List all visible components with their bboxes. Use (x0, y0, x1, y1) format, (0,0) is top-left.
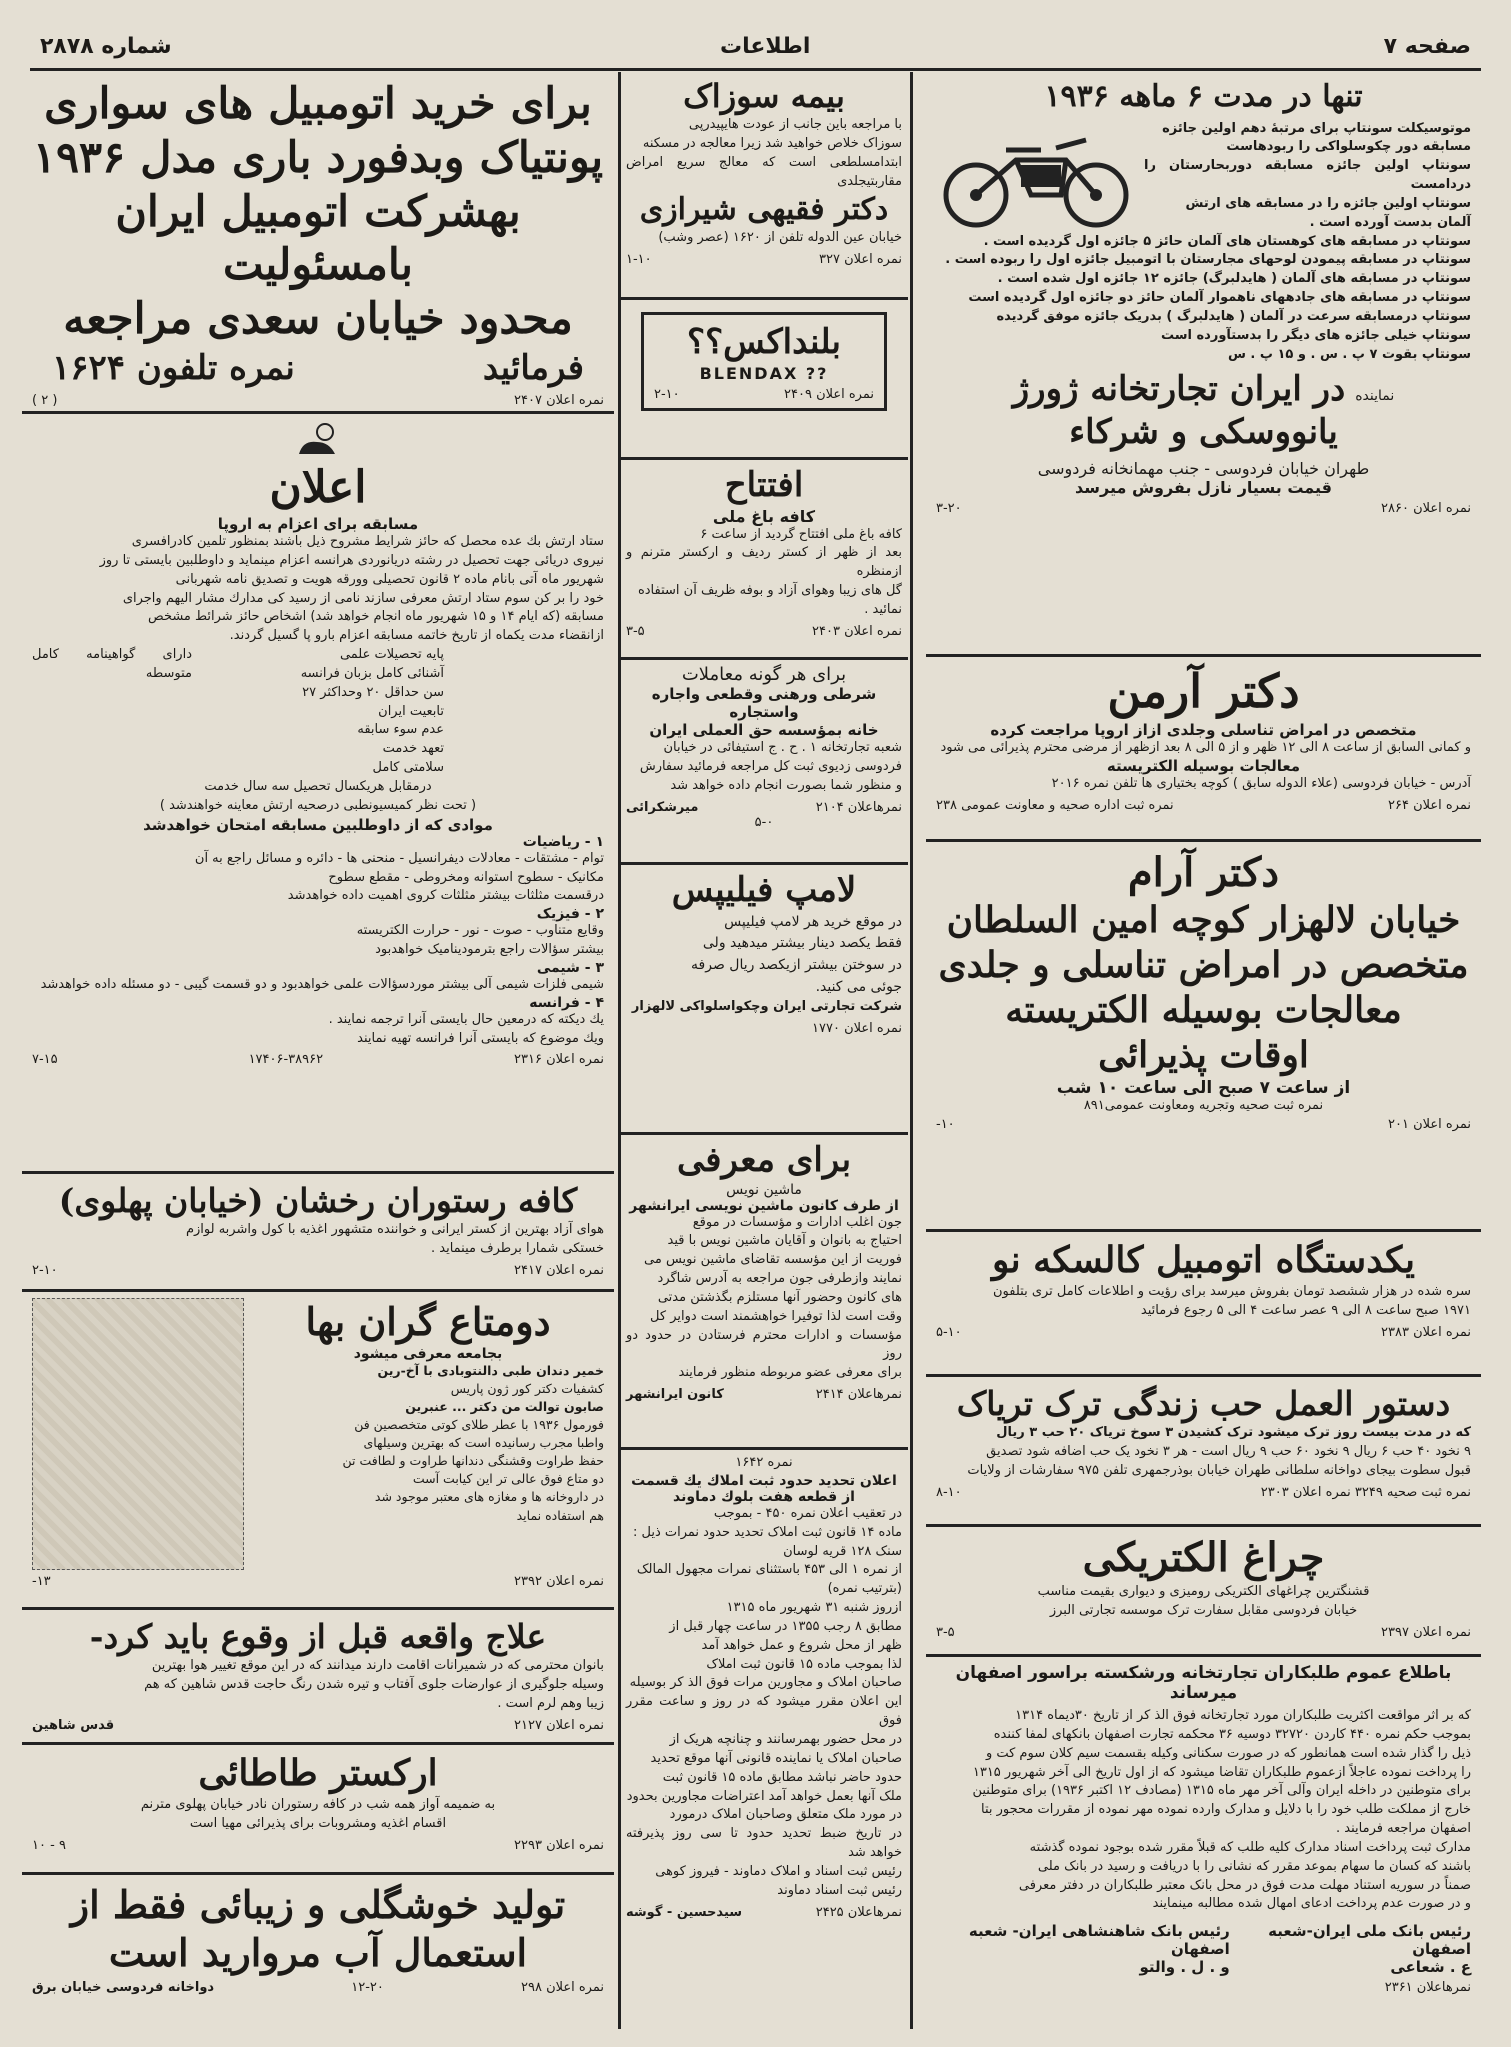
text-line: وقت است لذا توفیرا خواهشمند است دوایر کل (650, 1308, 902, 1324)
text-line: در موقع خرید هر لامپ فیلیپس (724, 913, 902, 930)
dr-armen-ad (926, 657, 1481, 842)
text-line: بجامعه معرفی میشود (353, 1345, 503, 1362)
text-line: در سوختن بیشتر ازیکصد ریال صرفه (691, 956, 902, 973)
text-line: که بر اثر مواقعت اکثریت طلبکاران مورد تجارتخانه فوق الذ کر از تاریخ ۳۰دیماه ۱۳۱۴ (1015, 1708, 1471, 1723)
text-line: ۹ نخود ۴۰ حب ۶ ریال ۹ نخود ۶۰ حب ۹ ریال است - هر ۳ نخود یک حب اضافه شود تصدیق (986, 1444, 1471, 1460)
text-line: معالجات بوسیله الکتریسته (1106, 757, 1301, 776)
text-line: خیابان فردوسی مقابل سفارت ترک موسسه تجارتی البرز (1049, 1602, 1358, 1618)
text-line: ۳ - شیمی (536, 959, 604, 976)
text-line: سره شده در هزار ششصد تومان بفروش میرسد برای رؤیت و اطلاعات کامل تری بتلفون (993, 1284, 1471, 1299)
text-line: سونتاپ خیلی جائزه های دیگر را بدستآورده است (1160, 327, 1471, 343)
text-line: مطابق ۸ رجب ۱۳۵۵ در ساعت چهار قبل از (669, 1618, 902, 1634)
text-line: نمره اعلان ۲۴۰۷ (514, 393, 604, 409)
text-line: اقسام اغذیه ومشروبات برای پذیرائی مهیا است (189, 1815, 447, 1831)
text-line: علاج واقعه قبل از وقوع باید کرد- (89, 1617, 547, 1656)
text-line: شیمی فلزات شیمی آلی بیشتر موردسؤالات علمی خواهدبود و دو قسمت گیبی - دو مسئله داده خواهدشد (40, 976, 604, 992)
text-line: محدود خیابان سعدی مراجعه (63, 294, 573, 344)
text-line: و . ل . والتو (1139, 1958, 1230, 1977)
ad-list (936, 233, 1471, 365)
text-line: برای معرفی عضو مربوطه منظور فرمایند (678, 1365, 902, 1381)
text-line: لامپ فیلیپس (671, 870, 857, 910)
text-line: ازانقضاء مدت یکماه از تاریخ خاتمه مسابقه اعزام بارو پا گسیل گردند. (229, 628, 604, 644)
text-line: نمره اعلان ۲۳۹۲ (514, 1574, 604, 1589)
right-column (926, 72, 1481, 2029)
text-line: به ضمیمه آواز همه شب در کافه رستوران نادر خیابان پهلوی مترنم (140, 1797, 496, 1812)
text-line: زیبا وهم لرم است . (497, 1695, 604, 1711)
text-line: توام - مشتقات - معادلات دیفرانسیل - منحنی ها - دائره و مسائل راجع به آن (194, 850, 604, 866)
text-line: ذیل را گذار شده است همانطور که در صورت سکنانی وکیله بقسمت سیم کلان سوم کت و (985, 1745, 1471, 1761)
text-line: دکتر آرام (1127, 849, 1280, 896)
text-line: نمره اعلان ۲۳۸۳ (1381, 1324, 1471, 1340)
page-header (30, 30, 1481, 71)
text-line: ۱-۱۰ (626, 251, 652, 267)
text-line: وقایع متناوب - صوت - نور - حرارت الکتریسته (356, 923, 604, 939)
text-line: آلمان بدست آورده است . (1309, 214, 1471, 230)
text-line: مؤسسات و ادارات محترم فرستادن در حدود دو روز (626, 1327, 902, 1362)
text-line: ۴ - فرانسه (529, 994, 604, 1011)
text-line: ۹ - ۱۰ (32, 1837, 66, 1853)
text-line: خانه بمؤسسه حق العملی ایران (649, 721, 879, 739)
text-line: با مراجعه باین جانب از عودت هایپیدرپی (688, 117, 902, 132)
text-line: درمقابل هریکسال تحصیل سه سال خدمت (204, 778, 432, 794)
text-line: آدرس - خیابان فردوسی (علاء الدوله سابق ) کوچه بختیاری ها تلفن نمره ۲۰۱۶ (1051, 776, 1471, 792)
newspaper-name: اطلاعات (720, 34, 811, 59)
registration-notice (620, 1450, 908, 2010)
text-line: ۲-۱۰ (654, 386, 680, 402)
text-line: کشفیات دکتر کور ژون پاریس (450, 1380, 604, 1396)
text-line: تابعیت ایران (378, 703, 444, 719)
text-line: قدس شاهین (32, 1717, 115, 1733)
army-notice (22, 414, 614, 1174)
text-line: و منظور شما بصورت انجام داده خواهد شد (670, 777, 902, 793)
text-line: نمره اعلان ۲۴۰۹ (784, 386, 874, 402)
text-line: بعد از ظهر از کستر ردیف و ارکستر مترنم و ازمنظره (626, 545, 902, 580)
text-line: فردوسی زدیوی ثبت کل مراجعه فرمائید سفارش (639, 758, 902, 774)
opium-pill-ad (926, 1377, 1481, 1527)
text-line: از نمره ۱ الی ۴۵۳ باستثنای نمرات مجهول المالک (636, 1562, 902, 1578)
text-line: تولید خوشگلی و زیبائی فقط از (70, 1882, 566, 1927)
text-line: نمرهاعلان ۲۱۰۴ (815, 799, 902, 815)
text-line: شهریور ماه آتی بانام ماده ۲ قانون تحصیلی وورقه هویت و تصدیق نامه شهربانی (175, 571, 604, 587)
text-line: نماینده (1355, 388, 1395, 405)
ad-text (1144, 120, 1471, 233)
text-line: سونتاپ در مسابقه های جادههای ناهموار آلمان حائز دو جائزه اول گردیده است (968, 290, 1471, 306)
text-line: نمره اعلان ۲۳۱۶ (514, 1052, 604, 1068)
text-line: نمائید . (864, 601, 902, 617)
text-line: مکانیک - سطوح استوانه ومخروطی - مقطع سطوح (328, 869, 604, 885)
car-sale-ad (926, 1232, 1481, 1377)
text-line: نمره اعلان ۲۱۲۷ (514, 1717, 604, 1733)
text-line: سوزاک خلاص خواهید شد زیرا معالجه در مسکنه (642, 135, 902, 151)
left-column (22, 72, 614, 2029)
text-line: یك دیکته که درمعین حال بایستی آنرا ترجمه نمایند . (328, 1011, 604, 1027)
ad-title: تنها در مدت ۶ ماهه ۱۹۳۶ (1044, 79, 1363, 114)
text-line: فقط یکصد دینار بیشتر میدهید ولی (702, 935, 902, 952)
text-line: کانون ایرانشهر (626, 1387, 724, 1403)
text-line: در داروخانه ها و مغازه های معتبر موجود شد (374, 1489, 604, 1505)
dr-aram-ad (926, 842, 1481, 1232)
text-line: ظهر از محل شروع و عمل خواهد آمد (701, 1637, 902, 1653)
bankruptcy-notice (926, 1657, 1481, 2012)
text-line: حفظ طراوت وقشنگی دندانها طراوت و لطافت تن (342, 1453, 604, 1469)
text-line: نمره اعلان ۲۶۴ (1387, 798, 1471, 814)
text-line: اوقات پذیرائی (1098, 1034, 1309, 1076)
text-line: از طرف کانون ماشین نویسی ایرانشهر (629, 1197, 899, 1214)
text-line: ۵-۰ (754, 814, 774, 830)
text-line: بیشتر سؤالات راجع بترمودینامیک خواهدبود (375, 942, 604, 958)
text-line: برای متوطنین در داخله ایران وآلی آخر مهر ماه ۱۳۱۵ (مصادف ۱۲ اکتبر ۱۹۳۶) برای متوطنین (972, 1783, 1471, 1799)
text-line: در تاریخ ضبط تحدید حدود تا سی روز پذیرفته خواهد شد (626, 1826, 902, 1861)
text-line: نمرهاعلان ۲۳۶۱ (1384, 1980, 1471, 1996)
text-line: پایه تحصیلات علمی (339, 647, 444, 663)
sonntap-ad (926, 72, 1481, 657)
text-line: اصفهان مراجعه فرمایند . (1336, 1821, 1471, 1837)
text-line: خود را بر کن سوم ستاد ارتش معرفی سازند نامی از رسید کی مدارك مشار الیهم واجرای (122, 590, 604, 606)
text-line: ۷-۱۵ (32, 1052, 58, 1068)
text-line: معالجات بوسیله الکتریسته (1005, 989, 1402, 1031)
text-line: سیدحسین - گوشه (626, 1904, 743, 1920)
text-line: استعمال آب مروارید است (108, 1929, 528, 1975)
text-line: ۱۲-۲۰ (351, 1980, 384, 1995)
text-line: فرمائید (482, 347, 584, 388)
text-line: رئیس ثبت اسناد دماوند (777, 1882, 902, 1898)
text-line: برای هر گونه معاملات (681, 664, 847, 685)
cafe-rakhshan-ad (22, 1174, 614, 1292)
text-line: نمره ثبت صحیه وتجریه ومعاونت عمومی۸۹۱ (1083, 1098, 1324, 1113)
text-line: بهشرکت اتومبیل ایران بامسئولیت (115, 186, 521, 291)
text-line: نمایند وازطرفی جون مراجعه به آدرس شاگرد (657, 1271, 902, 1287)
text-line: برای معرفی (676, 1140, 852, 1180)
text-line: ۱۷۴۰۶-۳۸۹۶۲ (248, 1052, 324, 1068)
text-line: چراغ الکتریکی (1082, 1534, 1325, 1581)
text-line: سونتاپ اولین جائزه را در مسابقه های ارتش (1185, 195, 1471, 211)
text-line: در محل حضور بهمرسانند و چنانچه هریک از (669, 1731, 902, 1747)
text-line: خارج از مملکت طلب خود را با دلایل و مدارک وارده نموده مهر نموده از مقررات محجور بتا (981, 1802, 1471, 1818)
text-line: ۵-۱۰ (936, 1324, 962, 1340)
text-line: سونتاپ بقوت ۷ پ . س . و ۱۵ پ . س (1227, 346, 1471, 362)
text-line: خیابان عین الدوله تلفن از ۱۶۲۰ (عصر وشب) (658, 229, 902, 245)
text-line: طهران خیابان فردوسی - جنب مهمانخانه فردوسی (1037, 459, 1370, 479)
text-line: نمره اعلان ۲۰۱ (1387, 1117, 1471, 1132)
text-line: مدارک ثبت پرداخت اسناد مدارک کلیه طلب که قبلاً مقرر شده بوجود نموده گذشته (1029, 1839, 1471, 1855)
electric-lamp-ad (926, 1527, 1481, 1657)
text-line: اعلان تحدید حدود ثبت املاك یك قسمت (631, 1472, 897, 1489)
text-line: حدود حاضر نباشد مطابق ماده ۱۵ قانون ثبت (662, 1769, 902, 1785)
text-line: صاحبان املاک و مجاورین مرات فوق الذ کر بوسیله (629, 1675, 902, 1691)
text-line: دکتر فقیهی شیرازی (639, 192, 889, 228)
text-line: یانووسکی و شرکاء (1069, 411, 1338, 452)
text-line: دو متاع فوق عالی تر این کیابت آست (412, 1471, 604, 1487)
text-line: ۲-۱۰ (32, 1262, 58, 1278)
text-line: لذا بموجب ماده ۱۵ قانون ثبت املاک (706, 1656, 902, 1672)
text-line: کافه باغ ملی افتتاح گردید از ساعت ۶ (700, 526, 902, 542)
text-line: خمیر دندان طبی دالنتوبادی با آخ-رین (377, 1362, 604, 1378)
text-line: هوای آزاد بهترین از کستر ایرانی و خواننده متشهور اغذیه با کول واشربه لوازم (185, 1222, 604, 1238)
text-line: رئیس ثبت اسناد و املاک دماوند - فیروز کوهی (655, 1863, 902, 1879)
text-line: نمره ثبت اداره صحیه و معاونت عمومی ۲۳۸ (936, 798, 1174, 814)
text-line: بموجب حکم نمره ۴۴۰ کاردن ۳۲۷۲۰ دوسیه ۳۶ محکمه تجارت اصفهان بانکهای لمفا کننده (993, 1726, 1471, 1742)
text-line: قیمت بسیار نازل بفروش میرسد (1075, 478, 1332, 498)
text-line: وسیله جلوگیری از عوارضات جلوی آفتاب و تیره شدن رنگ حاجت قدس شاهین که هم (144, 1677, 604, 1693)
text-line: نمره اعلان ۲۲۹۳ (514, 1837, 604, 1853)
text-line: شرطی ورهنی وقطعی واجاره واستجاره (651, 685, 877, 721)
cafe-opening-ad (620, 460, 908, 660)
text-line: نمره ثبت صحیه ۳۲۴۹ نمره اعلان ۲۳۰۳ (1260, 1484, 1471, 1500)
text-line: ۱۳- (32, 1574, 51, 1589)
motorcycle-illustration (936, 120, 1136, 230)
notice-intro (32, 533, 604, 646)
agent-name: در ایران تجارتخانه ژورژ (1012, 369, 1346, 410)
text-line: خستکی شمارا برطرف مینماید . (430, 1241, 604, 1257)
text-line: خیابان لالهزار کوچه امین السلطان (946, 899, 1461, 941)
text-line: ارکستر طاطائی (198, 1752, 438, 1794)
gonorrhea-ad (620, 72, 908, 300)
text-line: نمره تلفون ۱۶۲۴ (52, 347, 295, 388)
text-line: (بترتیب نمره) (827, 1581, 902, 1597)
text-line: کافه رستوران رخشان (خیابان پهلوی) (58, 1181, 578, 1220)
text-line: نمره ۱۶۴۲ (735, 1455, 793, 1470)
text-line: عدم سوء سابقه (357, 722, 444, 738)
issue-number: شماره ۲۸۷۸ (40, 34, 172, 59)
text-line: ۳-۵ (936, 1624, 955, 1640)
text-line: ۳-۲۰ (936, 501, 962, 517)
text-line: متخصص در امراض تناسلی وجلدی ازاز اروپا مراجعت کرده (990, 720, 1417, 739)
text-line: ازروز شنبه ۳۱ شهریور ماه ۱۳۱۵ (726, 1600, 902, 1616)
text-line: را پرداخت نموده عاجلاً ازعموم طلبکاران تقاضا میشود که از اول تاریخ الی آخر شهریور ۱۳۱۵ (972, 1764, 1471, 1780)
text-line: ماده ۱۴ قانون ثبت املاک تحدید حدود نمرات ذیل : (632, 1524, 902, 1540)
text-line: در تعقیب اعلان نمره ۴۵۰ - بموجب (713, 1505, 902, 1521)
text-line: ۱۹۷۱ صبح ساعت ۸ الی ۹ عصر ساعت ۴ الی ۵ رجوع فرمائید (1140, 1302, 1471, 1318)
text-line: متخصص در امراض تناسلی و جلدی (938, 944, 1469, 986)
text-line: بیمه سوزاک (683, 77, 845, 115)
text-line: دستور العمل حب زندگی ترک تریاک (956, 1384, 1451, 1423)
women-portrait-illustration (32, 1298, 244, 1570)
text-line: نمره اعلان ۱۷۷۰ (812, 1021, 902, 1037)
text-line: فورمول ۱۹۳۶ با عطر طلای کوتی متخصصین فن (354, 1416, 604, 1432)
lion-and-sun-emblem-icon (293, 420, 343, 460)
text-line: صابون توالت من دکتر ... عنبرین (405, 1398, 604, 1414)
middle-column (620, 72, 908, 2029)
text-line: نمره اعلان ۲۸۶۰ (1381, 501, 1471, 517)
text-line: نمره اعلان ۳۲۷ (818, 251, 902, 267)
text-line: از قطعه هفت بلوك دماوند (673, 1488, 855, 1505)
text-line: صمناً در سوریه استناد مهلت مدت فوق در محل بانک معتبر طلبکاران در دفتر معرفی (1018, 1877, 1471, 1893)
text-line: سلامتی کامل (372, 760, 444, 776)
text-line: درقسمت مثلثات بیشتر مثلثات کروی اهمیت داده خواهدشد (287, 888, 604, 904)
text-line: BLENDAX ?? (699, 363, 829, 383)
text-line: ع . شعاعی (1390, 1958, 1471, 1977)
text-line: سونتاپ اولین جائزه مسابقه دوربحارستان را دردامست (1144, 158, 1471, 193)
text-line: نمره اعلان ۲۴۰۳ (812, 623, 902, 639)
text-line: رئیس بانک شاهنشاهی ایران- شعبه اصفهان (968, 1922, 1230, 1959)
text-line: ملک آنها بعمل خواهد آمد اعتراضات مجاورین بحدود (626, 1788, 902, 1804)
orchestra-ad (22, 1745, 614, 1875)
text-line: ۳-۵ (626, 623, 645, 639)
rosewater-ad (22, 1875, 614, 2025)
typist-ad (620, 1135, 908, 1450)
text-line: برای خرید اتومبیل های سواری (44, 79, 592, 129)
text-line: آشنائی کامل بزبان فرانسه (300, 665, 444, 681)
text-line: دواخانه فردوسی خیابان برق (32, 1980, 215, 1995)
text-line: واطبا مجرب رسانیده است که بهترین وسیلهای (363, 1435, 604, 1450)
text-line: سونتاپ در مسابقه های آلمان ( هایدلبرگ) جائزه ۱۲ جائزه اول شده است . (997, 271, 1471, 287)
text-line: ۲ - فیزیک (536, 906, 604, 923)
text-line: ماشین نویس (726, 1181, 802, 1198)
text-line: میرشکرائی (626, 799, 699, 815)
text-line: جون اغلب ادارات و مؤسسات در موقع (692, 1214, 902, 1230)
text-line: موتوسیکلت سونتاپ برای مرتبهٔ دهم اولین جائزه (1162, 120, 1471, 136)
text-line: مسابقه دور چکوسلواکی را ربودهاست (1226, 139, 1471, 155)
text-line: ( تحت نظر کمیسیونطبی درصحیه ارتش معاینه خواهندشد ) (159, 797, 477, 813)
text-line: دارای گواهینامه کامل متوسطه (32, 647, 192, 681)
text-line: هم استفاده نماید (516, 1507, 604, 1523)
text-line: شرکت تجارتی ایران وچکواسلواکی لالهزار (631, 999, 902, 1015)
text-line: افتتاح (724, 465, 804, 505)
text-line: دکتر آرمن (1107, 664, 1300, 718)
text-line: سنک ۱۲۸ قریه لوسان (783, 1543, 902, 1559)
text-line: سونتاپ در مسابقه های کوهستان های آلمان حائز ۵ جائزه اول گردیده است . (983, 233, 1471, 249)
text-line: نمرهاعلان ۲۴۲۵ (815, 1904, 902, 1920)
text-line: ۱ - ریاضیات (522, 833, 604, 850)
text-line: جوئی می کنید. (815, 978, 902, 995)
notice-body (936, 1707, 1471, 1914)
text-line: این اعلان مقرر میشود که در روز و ساعت مقرر فوق (626, 1694, 902, 1729)
text-line: شعبه تجارتخانه ۱ . ح . ج استیفائی در خیابان (663, 740, 902, 755)
text-line: مسابقه (که ایام ۱۴ و ۱۵ شهریور ماه انجام خواهد شد) اشخاص حائز شرائط مشخص (148, 609, 604, 625)
text-line: صاحبان املاک یا نماینده قانونی آنها موقع تحدید (650, 1750, 902, 1766)
text-line: بانوان محترمی که در شمیرانات اقامت دارند میدانند که در این موقع تغییر هوا بهترین (151, 1658, 604, 1674)
blendax-ad (620, 300, 908, 460)
text-line: موادی که از داوطلبین مسابقه امتحان خواهدشد (143, 815, 493, 834)
text-line: دومتاع گران بها (305, 1299, 551, 1344)
text-line: کافه باغ ملی (712, 506, 816, 526)
text-line: یکدستگاه اتومبیل کالسکه نو (991, 1239, 1416, 1281)
qods-shahin-ad (22, 1610, 614, 1745)
text-line: نمره اعلان ۲۴۱۷ (514, 1262, 604, 1278)
text-line: سن حداقل ۲۰ وحداکثر ۲۷ (302, 684, 444, 700)
text-line: و کمانی السابق از ساعت ۸ الی ۱۲ ظهر و از ۵ الی ۸ بعد ازظهر از مرضی محترم پذیرائی می شود (940, 739, 1471, 755)
text-line: نمرهاعلان ۲۴۱۴ (815, 1387, 902, 1403)
column-divider (910, 72, 913, 2029)
philips-lamp-ad (620, 865, 908, 1135)
text-line: نیروی دریائی جهت تحصیل در رشته دریانوردی هرانسه اعزام مینماید و داوطلبین بایستی تا روز (99, 552, 604, 568)
text-line: گل های زیبا وهوای آزاد و بوفه ظریف آن استفاده (637, 583, 902, 599)
text-line: سونتاپ درمسابقه سرعت در آلمان ( هایدلبرگ ) بدریک جائزه موفق گردیده (996, 308, 1471, 324)
text-line: نمره اعلان ۲۹۸ (520, 1980, 604, 1995)
text-line: باشند که کسان ما سهام بموعد مقرر که نشانی را با دریافت و رسید در بانک ملی (1037, 1858, 1471, 1874)
conditions-list (212, 646, 604, 778)
text-line: که در مدت بیست روز ترک میشود ترک کشیدن ۳ سوخ تریاک ۲۰ حب ۳ ریال (996, 1425, 1471, 1441)
text-line: ستاد ارتش بك عده محصل که حائز شرایط مشروح ذیل باشند بمنظور تلمین کادرافسری (131, 534, 604, 549)
car-dealer-ad (22, 72, 614, 414)
text-line: و در صورت عدم پرداخت ادعای امهال شده مطالبه مینمایند (1152, 1896, 1471, 1912)
text-line: های کانون وحضور آنها مستلزم بگذشتن مدتی (657, 1289, 902, 1305)
text-line: رئیس بانک ملی ایران-شعبه اصفهان (1268, 1922, 1471, 1959)
text-line: ۸-۱۰ (936, 1484, 962, 1500)
text-line: احتیاج به بانوان و آقایان ماشین نویس با قید (667, 1233, 902, 1249)
text-line: اعلان (269, 462, 367, 513)
text-line: قبول سطوت بیجای دواخانه سلطانی طهران خیابان بوذرجمهری تلفن ۹۷۵ سفارشات از ولایات (967, 1462, 1471, 1478)
text-line: از ساعت ۷ صبح الی ساعت ۱۰ شب (1056, 1078, 1351, 1098)
text-line: ۱۰- (936, 1117, 955, 1132)
real-estate-ad (620, 660, 908, 865)
page-number: صفحه ۷ (1383, 34, 1471, 59)
text-line: مسابقه برای اعزام به اروپا (217, 515, 419, 533)
text-line: سونتاپ در مسابقه پیمودن لوحهای مجارستان با اتومبیل جائزه اول را ربوده است . (945, 252, 1471, 268)
text-line: در مورد ملک متعلق وصاحبان املاک درمورد (669, 1807, 902, 1823)
text-line: بلنداکس؟؟ (687, 322, 841, 362)
text-line: ( ۲ ) (32, 393, 58, 409)
text-line: تعهد خدمت (382, 741, 444, 757)
text-line: فوریت از این مؤسسه تقاضای ماشین نویس می (644, 1252, 902, 1268)
text-line: ابتدامسلطعی است که معالج سریع امراض مقاربتیجلدی (626, 154, 902, 189)
text-line: باطلاع عموم طلبکاران تجارتخانه ورشکسته براسور اصفهان میرساند (955, 1663, 1452, 1703)
text-line: ویك موضوع که بایستی آنرا فرانسه تهیه نمایند (357, 1030, 604, 1046)
text-line: نمره اعلان ۲۳۹۷ (1381, 1624, 1471, 1640)
toothpaste-soap-ad (22, 1292, 614, 1610)
text-line: پونتیاک وبدفورد باری مدل ۱۹۳۶ (32, 132, 604, 183)
text-line: قشنگترین چراغهای الکتریکی رومیزی و دیواری بقیمت مناسب (1037, 1584, 1370, 1599)
